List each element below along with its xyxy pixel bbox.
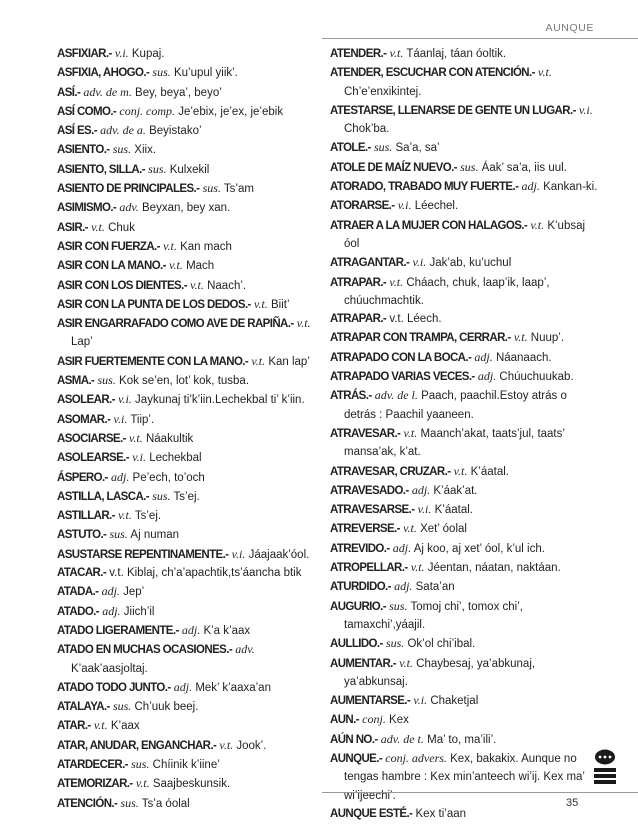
dictionary-entry [330, 730, 600, 749]
entry-translation: Je’ebix, je’ex, je’ebik [178, 105, 284, 118]
entry-grammar: v.i. [397, 198, 412, 213]
entry-headword: ASÍ ES.- [57, 125, 97, 138]
entry-grammar: conj. [362, 712, 386, 727]
entry-headword: ATRÁS.- [330, 390, 372, 403]
entry-grammar: v.t. [129, 430, 143, 445]
entry-translation: Mach [186, 260, 215, 273]
dictionary-entry [330, 481, 600, 500]
entry-headword: ASIENTO, SILLA.- [57, 163, 145, 176]
entry-grammar: v.t. [296, 316, 311, 331]
entry-translation: Sa’a, sa’ [395, 142, 440, 155]
entry-translation: Jáajaak’óol. [248, 548, 310, 561]
entry-translation: Ku’upul yiik’. [173, 67, 238, 80]
mayan-numeral-logo-icon [590, 748, 620, 788]
dictionary-entry [57, 179, 333, 198]
entry-headword: ASIR CON LA PUNTA DE LOS DEDOS.- [57, 298, 251, 311]
dictionary-entry [330, 253, 600, 272]
dictionary-entry [57, 218, 333, 237]
dictionary-entry [57, 256, 333, 275]
header-rule [322, 38, 638, 39]
entry-headword: ATORADO, TRABADO MUY FUERTE.- [330, 181, 519, 194]
entry-grammar: v.t. [163, 238, 177, 253]
dictionary-entry [57, 774, 333, 793]
entry-headword: ASIMISMO.- [57, 202, 117, 215]
entry-translation: Xiix. [134, 144, 157, 157]
running-header-title: AUNQUE [545, 22, 594, 34]
entry-headword: AUNQUE.- [330, 752, 383, 765]
entry-grammar: v.i. [412, 255, 427, 270]
entry-translation: Kupaj. [131, 48, 165, 60]
entry-translation: K’aak’aasjoltaj. [71, 662, 148, 675]
dictionary-entry [57, 525, 333, 544]
entry-translation: Náanaach. [495, 351, 552, 364]
entry-grammar: sus. [120, 795, 139, 810]
entry-grammar: sus. [460, 159, 479, 174]
entry-headword: AUN.- [330, 714, 359, 727]
entry-headword: ATADO TODO JUNTO.- [57, 681, 171, 694]
dictionary-entry [330, 158, 600, 177]
dictionary-entry [330, 462, 600, 481]
entry-grammar: v.i. [113, 411, 128, 426]
dictionary-entry [330, 634, 600, 653]
dictionary-entry [330, 348, 600, 367]
entry-grammar: v.t. [403, 521, 417, 536]
entry-grammar: v.t. [389, 46, 404, 60]
entry-translation: Saajbeskunsik. [152, 778, 231, 791]
entry-translation: v.t. Léech. [389, 313, 442, 326]
entry-grammar: v.t. [453, 463, 468, 478]
entry-grammar: adj. [477, 369, 497, 384]
entry-translation: Ch’e’enxikintej. [344, 85, 422, 98]
entry-translation: Cháach, chuk, laap’ik, laap’, chúuchmachtik. [344, 276, 550, 307]
dictionary-entry [330, 273, 600, 311]
entry-headword: ASIENTO DE PRINCIPALES.- [57, 183, 200, 196]
entry-grammar: sus. [131, 756, 150, 771]
entry-headword: ASFIXIA, AHOGO.- [57, 67, 150, 80]
entry-headword: ATRAER A LA MUJER CON HALAGOS.- [330, 219, 528, 232]
entry-headword: ASÍ COMO.- [57, 105, 117, 118]
entry-headword: ATRAVESADO.- [330, 484, 409, 497]
dictionary-entry [330, 597, 600, 635]
dictionary-entry [330, 519, 600, 538]
entry-grammar: adj. [181, 622, 201, 637]
entry-headword: ATADA.- [57, 586, 99, 599]
entry-translation: Kan lap’ [268, 355, 310, 368]
entry-translation: K’a k’aax [203, 624, 251, 637]
entry-headword: ATORARSE.- [330, 200, 395, 213]
entry-grammar: sus. [148, 161, 167, 176]
right-column [330, 44, 600, 823]
entry-translation: Beyxan, bey xan. [142, 202, 231, 215]
dictionary-entry [57, 198, 333, 217]
entry-translation: Ts’a óolal [141, 797, 190, 810]
entry-grammar: v.t. [530, 217, 545, 232]
dictionary-entry [57, 697, 333, 716]
entry-grammar: sus. [152, 65, 171, 80]
entry-grammar: sus. [109, 527, 128, 542]
entry-translation: Jook’. [236, 739, 267, 752]
entry-headword: ASOCIARSE.- [57, 432, 126, 445]
entry-translation: Jéentan, náatan, naktáan. [427, 562, 561, 575]
entry-translation: K’ubsaj óol [344, 219, 586, 250]
page-number: 35 [566, 797, 579, 809]
entry-headword: AUGURIO.- [330, 600, 386, 613]
dictionary-entry [330, 749, 600, 805]
dictionary-entry [330, 710, 600, 729]
entry-translation: Ma’ to, ma’ili’. [427, 733, 497, 746]
entry-translation: Ts’ej. [134, 510, 162, 523]
entry-grammar: adj. [111, 469, 130, 484]
dictionary-entry [57, 716, 333, 735]
dictionary-entry [57, 487, 333, 506]
dictionary-entry [57, 640, 333, 678]
dictionary-entry [57, 582, 333, 601]
entry-headword: ATREVERSE.- [330, 523, 400, 536]
dictionary-entry [330, 654, 600, 692]
entry-grammar: adj. [102, 603, 121, 618]
dictionary-entry [330, 177, 600, 196]
entry-grammar: sus. [112, 142, 132, 157]
entry-translation: v.t. Kiblaj, ch’a’apachtik,ts’áancha btik [109, 567, 302, 580]
entry-headword: ASOLEAR.- [57, 394, 115, 407]
dictionary-entry [330, 691, 600, 710]
dictionary-entry [57, 390, 333, 409]
entry-headword: ASIR.- [57, 221, 88, 234]
entry-headword: ATROPELLAR.- [330, 562, 408, 575]
entry-headword: ASIR FUERTEMENTE CON LA MANO.- [57, 355, 249, 368]
entry-headword: ASUSTARSE REPENTINAMENTE.- [57, 548, 229, 561]
entry-grammar: v.t. [169, 258, 183, 273]
entry-grammar: v.t. [93, 718, 108, 733]
entry-grammar: v.t. [91, 219, 105, 234]
entry-translation: Beyistako’ [149, 125, 202, 138]
entry-translation: Léechel. [414, 200, 459, 213]
entry-headword: ASFIXIAR.- [57, 48, 112, 60]
entry-grammar: adv. de m. [83, 84, 132, 99]
entry-translation: Bey, beya’, beyo’ [135, 86, 222, 99]
entry-translation: Kex, bakakix. Aunque no tengas hambre : Kex min’anteech wi’ij. Kex ma’ wi’ijeechi’. [344, 752, 585, 802]
dictionary-entry [57, 410, 333, 429]
dictionary-entry [57, 468, 333, 487]
dictionary-entry [330, 577, 600, 596]
entry-translation: Paach, paachil.Estoy atrás o detrás : Paachil yaaneen. [344, 390, 567, 421]
dictionary-entry [57, 371, 333, 390]
dictionary-entry [57, 44, 333, 63]
dictionary-entry [57, 448, 333, 467]
entry-translation: Naach’. [207, 279, 247, 292]
dictionary-entry [57, 506, 333, 525]
dictionary-entry [330, 386, 600, 424]
entry-grammar: v.t. [219, 737, 234, 752]
entry-headword: ATESTARSE, LLENARSE DE GENTE UN LUGAR.- [330, 104, 576, 117]
entry-headword: AUNQUE ESTÉ.- [330, 807, 413, 820]
entry-headword: ATALAYA.- [57, 701, 110, 714]
entry-grammar: v.i. [114, 46, 129, 60]
entry-grammar: v.i. [118, 392, 132, 407]
entry-headword: ATAR, ANUDAR, ENGANCHAR.- [57, 739, 217, 752]
entry-grammar: v.t. [135, 776, 150, 791]
entry-grammar: sus. [97, 373, 116, 388]
entry-grammar: adj. [392, 540, 412, 555]
dictionary-entry [57, 564, 333, 582]
left-column [57, 44, 333, 813]
dictionary-entry [57, 160, 333, 179]
entry-translation: K’áak’at. [433, 484, 478, 497]
entry-headword: ATRAVESARSE.- [330, 504, 415, 517]
entry-translation: Jep’ [123, 586, 145, 599]
entry-grammar: adj. [521, 179, 540, 194]
entry-grammar: v.t. [410, 560, 425, 575]
entry-headword: ASIR ENGARRAFADO COMO AVE DE RAPIÑA.- [57, 318, 294, 331]
entry-translation: Chúuchuukab. [499, 371, 574, 384]
entry-grammar: v.t. [190, 277, 204, 292]
entry-headword: ASTILLA, LASCA.- [57, 490, 149, 503]
entry-translation: Ch’uuk beej. [134, 701, 199, 714]
dictionary-entry [57, 602, 333, 621]
entry-headword: ATRAPAR.- [330, 313, 387, 326]
dictionary-entry [57, 63, 333, 82]
entry-grammar: sus. [112, 699, 132, 714]
entry-grammar: v.t. [253, 296, 268, 311]
entry-translation: Kok se’en, lot’ kok, tusba. [119, 375, 250, 388]
entry-headword: ATRAPAR CON TRAMPA, CERRAR.- [330, 332, 511, 345]
entry-headword: ATRAVESAR.- [330, 427, 401, 440]
dictionary-entry [57, 794, 333, 813]
dictionary-entry [330, 539, 600, 558]
footer-rule [322, 792, 638, 793]
entry-headword: ATREVIDO.- [330, 542, 390, 555]
entry-headword: ASOLEARSE.- [57, 452, 129, 465]
entry-headword: ATADO LIGERAMENTE.- [57, 624, 179, 637]
entry-translation: Chaketjal [430, 695, 479, 708]
entry-headword: ASTILLAR.- [57, 510, 115, 523]
entry-grammar: v.i. [579, 102, 593, 117]
entry-translation: Kex ti’aan [415, 807, 467, 820]
entry-translation: K’aax [110, 720, 140, 733]
dictionary-entry [330, 424, 600, 462]
entry-headword: AUMENTAR.- [330, 657, 396, 670]
dictionary-entry [330, 196, 600, 215]
entry-grammar: adv. de a. [100, 123, 146, 138]
entry-headword: ATARDECER.- [57, 758, 128, 771]
dictionary-entry [330, 805, 600, 823]
entry-translation: Tomoj chi’, tomox chi’, tamaxchi’,yáajil. [344, 600, 523, 631]
entry-translation: Ok’ol chi’ibal. [407, 638, 476, 651]
entry-headword: AUMENTARSE.- [330, 695, 411, 708]
entry-grammar: adj. [411, 482, 431, 497]
entry-headword: ASIR CON FUERZA.- [57, 240, 160, 253]
entry-translation: Kankan-ki. [543, 181, 598, 194]
entry-headword: ASIENTO.- [57, 144, 110, 157]
dictionary-entry [330, 138, 600, 157]
entry-grammar: adv. de l. [374, 388, 418, 403]
entry-translation: Jaykunaj ti’k’iin.Lechekbal ti’ k’iin. [135, 394, 305, 407]
dictionary-entry [330, 101, 600, 139]
entry-headword: ATRAPADO CON LA BOCA.- [330, 351, 472, 364]
entry-grammar: v.t. [389, 274, 404, 289]
entry-grammar: v.i. [417, 502, 432, 517]
dictionary-entry [57, 140, 333, 159]
entry-grammar: v.t. [399, 655, 413, 670]
page-header [0, 0, 638, 40]
entry-translation: Kan mach [180, 240, 232, 253]
entry-grammar: adj. [101, 584, 120, 599]
dictionary-entry [330, 310, 600, 328]
dictionary-entry [330, 63, 600, 101]
dictionary-entry [330, 367, 600, 386]
entry-translation: Jiich’il [123, 605, 155, 618]
entry-translation: Maanch’akat, taats’jul, taats’ mansa’ak, k’at. [344, 427, 565, 459]
entry-grammar: adj. [394, 579, 413, 594]
entry-headword: ATEMORIZAR.- [57, 778, 133, 791]
dictionary-entry [57, 314, 333, 352]
entry-translation: Mek’ k’aaxa’an [195, 681, 271, 694]
entry-grammar: v.i. [132, 450, 146, 465]
dictionary-entry [57, 83, 333, 102]
entry-headword: ASIR CON LA MANO.- [57, 260, 166, 273]
entry-headword: ASIR CON LOS DIENTES.- [57, 279, 187, 292]
entry-grammar: sus. [202, 181, 221, 196]
dictionary-entry [330, 44, 600, 63]
entry-headword: ÁSPERO.- [57, 471, 108, 484]
entry-grammar: sus. [385, 636, 405, 651]
entry-translation: Chok’ba. [344, 123, 390, 136]
entry-grammar: adv. [119, 200, 139, 215]
entry-translation: Aj koo, aj xet’ óol, k’ul ich. [413, 542, 545, 555]
entry-headword: ATENDER.- [330, 48, 387, 60]
entry-headword: ATRAPADO VARIAS VECES.- [330, 371, 475, 384]
entry-translation: Jak’ab, ku’uchul [429, 257, 512, 270]
dictionary-entry [57, 102, 333, 121]
entry-grammar: v.t. [538, 65, 552, 80]
entry-grammar: conj. comp. [119, 103, 176, 118]
entry-headword: ATAR.- [57, 720, 91, 733]
dictionary-entry [57, 621, 333, 640]
entry-grammar: sus. [373, 140, 393, 155]
entry-translation: Táanlaj, táan óoltik. [406, 48, 507, 60]
entry-headword: ATENDER, ESCUCHAR CON ATENCIÓN.- [330, 67, 535, 80]
dictionary-entry [57, 237, 333, 256]
entry-translation: Ts’ej. [173, 490, 200, 503]
entry-translation: Tiip’. [130, 413, 155, 426]
entry-headword: ASMA.- [57, 375, 95, 388]
dictionary-entry [57, 121, 333, 140]
entry-translation: Nuup’. [530, 332, 565, 345]
entry-translation: Biit’ [270, 298, 290, 311]
entry-translation: Aj numan [130, 529, 179, 542]
entry-grammar: adv. de t. [380, 731, 424, 746]
entry-grammar: v.t. [403, 425, 418, 440]
entry-headword: ATURDIDO.- [330, 581, 391, 594]
dictionary-entry [330, 500, 600, 519]
entry-grammar: v.t. [513, 330, 528, 345]
entry-headword: ATOLE.- [330, 142, 371, 155]
entry-translation: Lap’ [71, 336, 93, 349]
dictionary-entry [57, 755, 333, 774]
entry-translation: Chaybesaj, ya’abkunaj, ya’abkunsaj. [344, 657, 536, 688]
dictionary-entry [57, 736, 333, 755]
entry-grammar: adj. [474, 349, 493, 364]
entry-headword: ASOMAR.- [57, 413, 111, 426]
dictionary-entry [57, 678, 333, 697]
dictionary-entry [57, 545, 333, 564]
entry-grammar: conj. advers. [385, 750, 447, 765]
entry-headword: ATRAGANTAR.- [330, 257, 410, 270]
dictionary-entry [330, 216, 600, 254]
entry-grammar: v.t. [251, 353, 266, 368]
entry-headword: AÚN NO.- [330, 733, 378, 746]
entry-headword: ASTUTO.- [57, 529, 107, 542]
entry-translation: Pe’ech, to’och [132, 471, 205, 484]
entry-translation: Sata’an [415, 581, 455, 594]
entry-headword: ATOLE DE MAÍZ NUEVO.- [330, 161, 457, 174]
dictionary-entry [330, 328, 600, 347]
entry-headword: ATRAPAR.- [330, 276, 387, 289]
entry-headword: ATADO.- [57, 605, 100, 618]
dictionary-entry [57, 276, 333, 295]
dictionary-entry [57, 295, 333, 314]
entry-grammar: v.i. [231, 546, 246, 561]
entry-translation: Áak’ sa’a, iis uul. [481, 161, 567, 174]
entry-translation: Chíinik k’iine’ [152, 758, 220, 771]
entry-grammar: v.t. [118, 508, 132, 523]
entry-translation: Kex [389, 714, 409, 727]
entry-headword: ASÍ.- [57, 86, 81, 99]
entry-grammar: adv. [235, 642, 255, 657]
entry-translation: Kulxekil [169, 163, 210, 176]
entry-translation: Náakultik [145, 432, 194, 445]
entry-headword: ATACAR.- [57, 567, 107, 580]
entry-grammar: adj. [173, 679, 193, 694]
entry-translation: Chuk [108, 221, 135, 234]
entry-translation: K’áatal. [434, 504, 473, 517]
entry-headword: ATADO EN MUCHAS OCASIONES.- [57, 644, 233, 657]
entry-headword: AULLIDO.- [330, 638, 383, 651]
entry-headword: ATENCIÓN.- [57, 797, 118, 810]
entry-grammar: sus. [152, 488, 171, 503]
dictionary-entry [57, 429, 333, 448]
dictionary-entry [330, 558, 600, 577]
entry-grammar: sus. [389, 598, 408, 613]
entry-grammar: v.i. [413, 693, 428, 708]
entry-translation: Xet’ óolal [420, 523, 467, 536]
entry-translation: Ts’am [223, 183, 254, 196]
entry-translation: Lechekbal [149, 452, 202, 465]
dictionary-entry [57, 352, 333, 371]
entry-headword: ATRAVESAR, CRUZAR.- [330, 465, 451, 478]
entry-translation: K’áatal. [470, 465, 509, 478]
